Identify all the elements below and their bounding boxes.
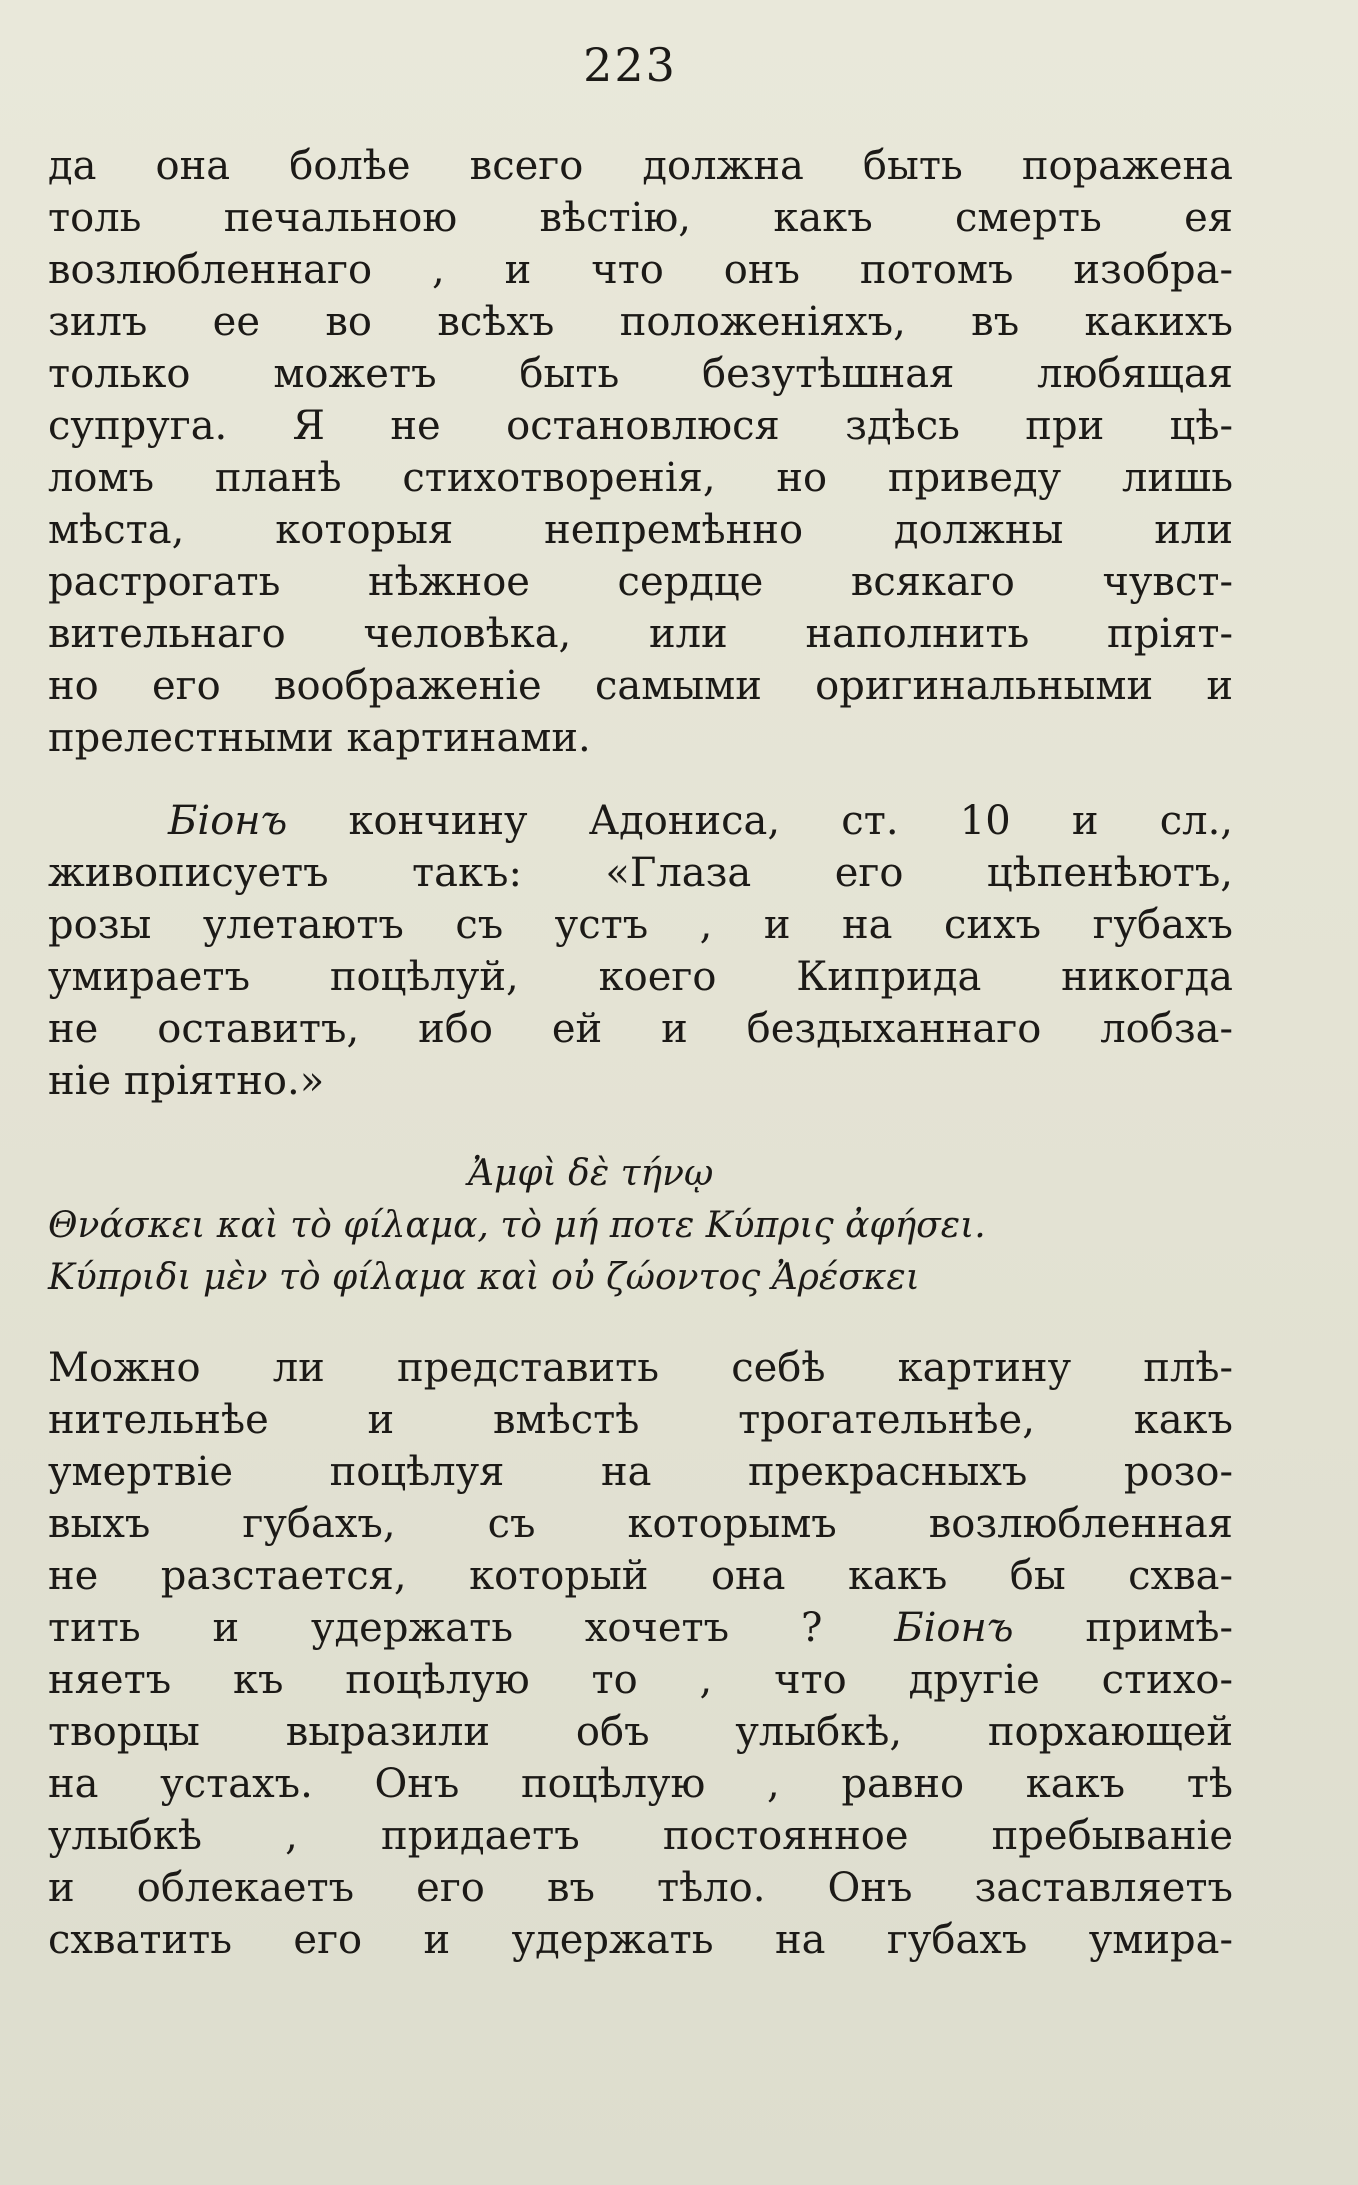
greek-line: Ἀμφὶ δὲ τήνῳ	[468, 1153, 714, 1194]
text-segment: примѣ-	[1085, 1605, 1233, 1651]
greek-quotation	[48, 1148, 1233, 1304]
text-line	[48, 795, 1233, 847]
text-line: ніе пріятно.»	[48, 1058, 325, 1104]
text-line: и облекаетъ его въ тѣло. Онъ заставляетъ	[48, 1865, 1233, 1911]
text-line: не оставитъ, ибо ей и бездыханнаго лобза-	[48, 1006, 1233, 1052]
text-line: растрогать нѣжное сердце всякаго чувст-	[48, 559, 1233, 605]
text-line: выхъ губахъ, съ которымъ возлюбленная	[48, 1501, 1233, 1547]
author-name: Біонъ	[894, 1605, 1014, 1651]
text-line: нительнѣе и вмѣстѣ трогательнѣе, какъ	[48, 1397, 1233, 1443]
page-number: 223	[583, 38, 677, 92]
paragraph-1	[48, 140, 1233, 764]
text-line: няетъ къ поцѣлую то , что другіе стихо-	[48, 1657, 1233, 1703]
text-line: мѣста, которыя непремѣнно должны или	[48, 507, 1233, 553]
text-line: творцы выразили объ улыбкѣ, порхающей	[48, 1709, 1233, 1755]
text-line: умертвіе поцѣлуя на прекрасныхъ розо-	[48, 1449, 1233, 1495]
text-line: Можно ли представить себѣ картину плѣ-	[48, 1345, 1233, 1391]
text-line: на устахъ. Онъ поцѣлую , равно какъ тѣ	[48, 1761, 1233, 1807]
text-line: умираетъ поцѣлуй, коего Киприда никогда	[48, 954, 1233, 1000]
text-line: розы улетаютъ съ устъ , и на сихъ губахъ	[48, 902, 1233, 948]
text-line: живописуетъ такъ: «Глаза его цѣпенѣютъ,	[48, 850, 1233, 896]
text-line: вительнаго человѣка, или наполнить пріят-	[48, 611, 1233, 657]
text-line: не разстается, который она какъ бы схва-	[48, 1553, 1233, 1599]
text-line: толь печальною вѣстію, какъ смерть ея	[48, 195, 1233, 241]
paragraph-2	[48, 795, 1233, 1107]
greek-line: Κύπριδι μὲν τὸ φίλαμα καὶ οὐ ζώοντος Ἀρέσκει	[48, 1257, 920, 1298]
text-line: только можетъ быть безутѣшная любящая	[48, 351, 1233, 397]
text-line: да она болѣе всего должна быть поражена	[48, 143, 1233, 189]
author-name: Біонъ	[168, 798, 288, 844]
paragraph-3	[48, 1342, 1233, 1966]
text-line: ломъ планѣ стихотворенія, но приведу лишь	[48, 455, 1233, 501]
text-segment: кончину Адониса, ст. 10 и сл.,	[348, 798, 1233, 844]
text-line: зилъ ее во всѣхъ положеніяхъ, въ какихъ	[48, 299, 1233, 345]
text-line: супруга. Я не остановлюся здѣсь при цѣ-	[48, 403, 1233, 449]
text-line: прелестными картинами.	[48, 715, 591, 761]
text-segment: тить и удержать хочетъ ?	[48, 1605, 823, 1651]
text-line: схватить его и удержать на губахъ умира-	[48, 1917, 1233, 1963]
text-line: возлюбленнаго , и что онъ потомъ изобра-	[48, 247, 1233, 293]
greek-line: Θνάσκει καὶ τὸ φίλαμα, τὸ μή ποτε Κύπρις ἀφήσει.	[48, 1205, 986, 1246]
text-line	[48, 1602, 1233, 1654]
text-line: улыбкѣ , придаетъ постоянное пребываніе	[48, 1813, 1233, 1859]
text-line: но его воображеніе самыми оригинальными и	[48, 663, 1233, 709]
